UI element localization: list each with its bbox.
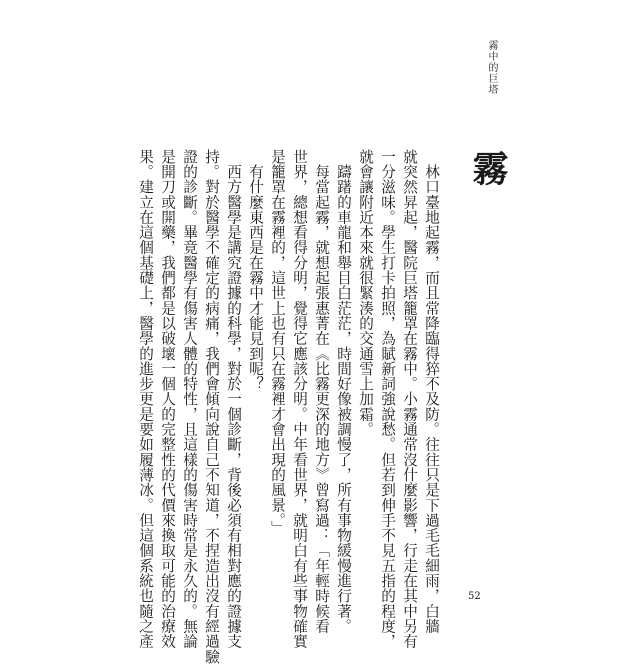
- paragraph: 西方醫學是講究證據的科學，對於一個診斷，背後必須有相對應的證據支 持。對於醫學不確定的病痛，我們會傾向說自己不知道，不捏造出沒有經過驗 證的診斷。畢竟醫學有傷害人體的特性，且這樣的傷害時常是永久的。無論 是開刀或開藥，我們都是以破壞一個人的完整性的代價來換取可能的治療效 果。建立在這個基礎上，醫學的進步更是要如履薄冰。但這個系統也隨之產: [137, 149, 242, 664]
- paragraph: 每當起霧，就想起張惠菁在《比霧更深的地方》曾寫過：「年輕時候看 世界，總想看得分明，覺得它應該分明。中年看世界，就明白有些事物確實 是籠罩在霧裡的，這世上也有只在霧裡才會出現的風景。」: [269, 149, 330, 649]
- paragraph: 有什麼東西是在霧中才能見到呢？: [247, 149, 264, 392]
- running-header: 霧中的巨塔: [486, 40, 497, 95]
- paragraph: 躊躇的車龍和舉目白茫茫，時間好像被調慢了，所有事物緩慢進行著。: [335, 149, 352, 634]
- page-number: 52: [468, 591, 481, 602]
- section-title: 霧: [467, 150, 509, 186]
- body-text: [134, 149, 442, 664]
- paragraph: 林口臺地起霧，而且常降臨得猝不及防。往往只是下過毛毛細雨，白牆 就突然昇起，醫院巨塔籠罩在霧中。小霧通常沒什麼影響，行走在其中另有 一分滋味。學生打卡拍照，為賦新詞強說愁。但若到伸手不見五指的程度， 就會讓附近本來就很緊湊的交通雪上加霜。: [357, 149, 440, 649]
